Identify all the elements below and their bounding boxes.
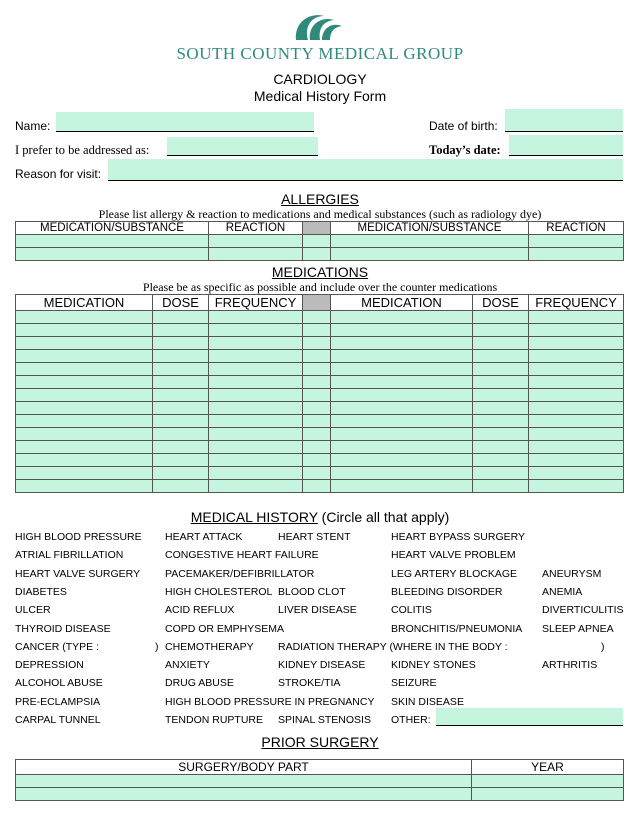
medication-cell[interactable] — [529, 337, 624, 350]
medication-cell[interactable] — [529, 389, 624, 402]
allergy-header-substance-2: MEDICATION/SUBSTANCE — [331, 222, 529, 235]
medication-cell[interactable] — [529, 467, 624, 480]
separator-cell — [303, 441, 331, 454]
medication-cell[interactable] — [153, 480, 209, 493]
year-cell[interactable] — [472, 775, 624, 788]
history-heading: MEDICAL HISTORY (Circle all that apply) — [190, 509, 450, 525]
history-item[interactable]: RADIATION THERAPY (WHERE IN THE BODY : — [278, 640, 508, 653]
surgery-heading: PRIOR SURGERY — [261, 734, 379, 750]
table-row — [16, 454, 624, 467]
medication-cell[interactable] — [153, 428, 209, 441]
separator-cell — [303, 324, 331, 337]
separator-cell — [303, 376, 331, 389]
history-paren: ) — [601, 640, 605, 653]
medications-table — [15, 294, 624, 493]
logo-text: SOUTH COUNTY MEDICAL GROUP — [176, 44, 464, 63]
medication-cell[interactable] — [331, 350, 473, 363]
history-item[interactable]: HIGH BLOOD PRESSURE IN PREGNANCY — [165, 695, 375, 708]
table-row — [16, 415, 624, 428]
history-item[interactable]: ANXIETY — [165, 659, 210, 672]
history-item[interactable]: SEIZURE — [391, 677, 437, 690]
history-item[interactable]: ANEURYSM — [542, 567, 602, 580]
medication-cell[interactable] — [331, 480, 473, 493]
medication-cell[interactable] — [529, 415, 624, 428]
medication-cell[interactable] — [331, 428, 473, 441]
medication-cell[interactable] — [331, 363, 473, 376]
medication-cell[interactable] — [473, 389, 529, 402]
medication-cell[interactable] — [153, 376, 209, 389]
medication-cell[interactable] — [16, 376, 153, 389]
history-item[interactable]: ATRIAL FIBRILLATION — [15, 549, 124, 562]
medication-cell[interactable] — [153, 324, 209, 337]
medication-cell[interactable] — [473, 363, 529, 376]
history-item[interactable]: CHEMOTHERAPY — [165, 640, 254, 653]
medication-cell[interactable] — [16, 441, 153, 454]
history-item[interactable]: SPINAL STENOSIS — [278, 714, 371, 726]
medication-cell[interactable] — [153, 415, 209, 428]
history-item[interactable]: ALCOHOL ABUSE — [15, 677, 103, 690]
separator-cell — [303, 311, 331, 324]
history-item[interactable]: SKIN DISEASE — [391, 695, 464, 708]
allergy-cell[interactable] — [209, 235, 303, 248]
med-header-medication-2: MEDICATION — [331, 295, 473, 311]
history-item[interactable]: THYROID DISEASE — [15, 622, 111, 635]
medication-cell[interactable] — [209, 324, 303, 337]
history-item[interactable]: ACID REFLUX — [165, 604, 235, 617]
medication-cell[interactable] — [209, 441, 303, 454]
med-header-frequency-2: FREQUENCY — [529, 295, 624, 311]
medication-cell[interactable] — [209, 467, 303, 480]
separator-cell — [303, 415, 331, 428]
medication-cell[interactable] — [473, 402, 529, 415]
medication-cell[interactable] — [209, 337, 303, 350]
allergy-cell[interactable] — [16, 248, 209, 261]
medication-cell[interactable] — [209, 454, 303, 467]
name-field[interactable] — [56, 112, 314, 132]
medication-cell[interactable] — [153, 350, 209, 363]
history-item[interactable]: TENDON RUPTURE — [165, 714, 264, 726]
medication-cell[interactable] — [473, 311, 529, 324]
department-title: CARDIOLOGY — [273, 71, 367, 87]
allergy-cell[interactable] — [16, 235, 209, 248]
medication-cell[interactable] — [473, 467, 529, 480]
allergy-cell[interactable] — [529, 235, 624, 248]
history-item[interactable]: DRUG ABUSE — [165, 677, 234, 690]
medication-cell[interactable] — [209, 350, 303, 363]
medication-cell[interactable] — [331, 337, 473, 350]
medication-cell[interactable] — [16, 389, 153, 402]
medication-cell[interactable] — [16, 428, 153, 441]
medication-cell[interactable] — [473, 324, 529, 337]
allergies-table — [15, 221, 624, 261]
medication-cell[interactable] — [331, 311, 473, 324]
history-item[interactable]: HEART VALVE SURGERY — [15, 567, 141, 580]
surgery-table — [15, 759, 624, 801]
today-date-field[interactable] — [509, 135, 623, 156]
history-item[interactable]: COLITIS — [391, 604, 432, 617]
prefer-field[interactable] — [167, 137, 318, 156]
separator-cell — [303, 350, 331, 363]
medication-cell[interactable] — [209, 376, 303, 389]
other-field[interactable] — [436, 708, 623, 726]
medication-cell[interactable] — [16, 467, 153, 480]
history-item[interactable]: ULCER — [15, 604, 51, 617]
medication-cell[interactable] — [473, 337, 529, 350]
table-row — [16, 235, 624, 248]
medication-cell[interactable] — [16, 480, 153, 493]
allergy-header-reaction-2: REACTION — [529, 222, 624, 235]
medication-cell[interactable] — [209, 389, 303, 402]
medication-cell[interactable] — [473, 415, 529, 428]
medication-cell[interactable] — [529, 402, 624, 415]
table-row — [16, 389, 624, 402]
medication-cell[interactable] — [331, 415, 473, 428]
table-row — [16, 363, 624, 376]
allergy-separator — [303, 222, 331, 235]
history-item[interactable]: COPD OR EMPHYSEMA — [165, 622, 285, 635]
medication-cell[interactable] — [209, 402, 303, 415]
allergy-cell[interactable] — [331, 235, 529, 248]
separator-cell — [303, 467, 331, 480]
table-row — [16, 467, 624, 480]
medication-cell[interactable] — [331, 441, 473, 454]
table-row — [16, 350, 624, 363]
medication-cell[interactable] — [16, 324, 153, 337]
history-item[interactable]: LEG ARTERY BLOCKAGE — [391, 567, 518, 580]
logo-icon — [288, 10, 350, 42]
table-row — [16, 788, 624, 801]
medication-cell[interactable] — [16, 402, 153, 415]
medication-cell[interactable] — [153, 337, 209, 350]
history-item[interactable]: SLEEP APNEA — [542, 622, 614, 635]
history-item[interactable]: CONGESTIVE HEART FAILURE — [165, 549, 319, 562]
medication-cell[interactable] — [153, 441, 209, 454]
medication-cell[interactable] — [209, 480, 303, 493]
history-item[interactable]: PACEMAKER/DEFIBRILLATOR — [165, 567, 315, 580]
medication-cell[interactable] — [16, 311, 153, 324]
medication-cell[interactable] — [529, 441, 624, 454]
medication-cell[interactable] — [473, 376, 529, 389]
separator-cell — [303, 480, 331, 493]
med-header-dose: DOSE — [153, 295, 209, 311]
medication-cell[interactable] — [331, 467, 473, 480]
medication-cell[interactable] — [529, 350, 624, 363]
medication-cell[interactable] — [473, 441, 529, 454]
history-item[interactable]: HEART VALVE PROBLEM — [391, 549, 516, 562]
medication-cell[interactable] — [473, 350, 529, 363]
medication-cell[interactable] — [473, 454, 529, 467]
history-item[interactable]: ANEMIA — [542, 585, 583, 598]
table-row — [16, 775, 624, 788]
history-item[interactable]: DIABETES — [15, 585, 67, 598]
history-item[interactable]: CARPAL TUNNEL — [15, 714, 101, 726]
reason-label: Reason for visit: — [15, 167, 102, 181]
separator-cell — [303, 402, 331, 415]
surgery-cell[interactable] — [16, 788, 472, 801]
separator-cell — [303, 363, 331, 376]
table-row — [16, 402, 624, 415]
medication-cell[interactable] — [529, 311, 624, 324]
med-header-frequency: FREQUENCY — [209, 295, 303, 311]
medication-cell[interactable] — [209, 311, 303, 324]
medication-cell[interactable] — [529, 454, 624, 467]
history-item[interactable]: ARTHRITIS — [542, 659, 598, 672]
med-header-dose-2: DOSE — [473, 295, 529, 311]
medication-cell[interactable] — [529, 480, 624, 493]
year-cell[interactable] — [472, 788, 624, 801]
separator-cell — [303, 454, 331, 467]
prefer-label: I prefer to be addressed as: — [15, 143, 150, 157]
medication-cell[interactable] — [331, 389, 473, 402]
medications-heading: MEDICATIONS — [271, 264, 369, 280]
medication-cell[interactable] — [331, 402, 473, 415]
medication-cell[interactable] — [16, 363, 153, 376]
history-item[interactable]: STROKE/TIA — [278, 677, 341, 690]
medication-cell[interactable] — [529, 363, 624, 376]
table-row — [16, 311, 624, 324]
table-row — [16, 324, 624, 337]
medication-cell[interactable] — [529, 324, 624, 337]
history-item[interactable]: HEART STENT — [278, 531, 351, 543]
surgery-header-part: SURGERY/BODY PART — [16, 760, 472, 775]
history-item[interactable]: CANCER (TYPE : — [15, 640, 100, 653]
history-item[interactable]: PRE-ECLAMPSIA — [15, 695, 101, 708]
medication-cell[interactable] — [16, 350, 153, 363]
separator-cell — [303, 428, 331, 441]
allergies-heading: ALLERGIES — [281, 191, 359, 207]
table-row — [16, 337, 624, 350]
medication-cell[interactable] — [153, 311, 209, 324]
allergy-header-reaction: REACTION — [209, 222, 303, 235]
history-item[interactable]: LIVER DISEASE — [278, 604, 357, 617]
today-date-label: Today’s date: — [429, 143, 501, 157]
medication-cell[interactable] — [473, 428, 529, 441]
table-row — [16, 428, 624, 441]
separator-cell — [303, 248, 331, 261]
name-label: Name: — [15, 119, 51, 133]
allergy-header-substance: MEDICATION/SUBSTANCE — [16, 222, 209, 235]
medication-cell[interactable] — [331, 454, 473, 467]
history-item[interactable]: OTHER: — [391, 714, 431, 726]
allergy-cell[interactable] — [209, 248, 303, 261]
form-title: Medical History Form — [253, 88, 387, 104]
history-item[interactable]: DEPRESSION — [15, 659, 84, 672]
reason-field[interactable] — [108, 159, 623, 181]
history-item[interactable]: HIGH BLOOD PRESSURE — [15, 531, 142, 543]
medication-cell[interactable] — [153, 363, 209, 376]
medication-cell[interactable] — [16, 454, 153, 467]
medication-cell[interactable] — [153, 467, 209, 480]
history-item[interactable]: BRONCHITIS/PNEUMONIA — [391, 622, 523, 635]
medication-cell[interactable] — [16, 415, 153, 428]
surgery-cell[interactable] — [16, 775, 472, 788]
dob-field[interactable] — [505, 109, 623, 132]
history-item[interactable]: KIDNEY DISEASE — [278, 659, 366, 672]
table-row — [16, 376, 624, 389]
medication-cell[interactable] — [209, 415, 303, 428]
history-item[interactable]: BLOOD CLOT — [278, 585, 346, 598]
history-item[interactable]: DIVERTICULITIS — [542, 604, 624, 617]
medication-cell[interactable] — [153, 402, 209, 415]
separator-cell — [303, 235, 331, 248]
allergy-cell[interactable] — [331, 248, 529, 261]
history-item[interactable]: KIDNEY STONES — [391, 659, 476, 672]
medication-cell[interactable] — [16, 337, 153, 350]
med-separator — [303, 295, 331, 311]
medication-cell[interactable] — [153, 454, 209, 467]
history-item[interactable]: HEART BYPASS SURGERY — [391, 531, 526, 543]
table-row — [16, 441, 624, 454]
table-row — [16, 248, 624, 261]
table-row — [16, 480, 624, 493]
medication-cell[interactable] — [331, 324, 473, 337]
medication-cell[interactable] — [529, 428, 624, 441]
dob-label: Date of birth: — [429, 119, 498, 133]
medications-note: Please be as specific as possible and include over the counter medications — [142, 280, 498, 294]
medication-cell[interactable] — [209, 428, 303, 441]
allergy-cell[interactable] — [529, 248, 624, 261]
medication-cell[interactable] — [529, 376, 624, 389]
medication-cell[interactable] — [209, 363, 303, 376]
allergies-note: Please list allergy & reaction to medications and medical substances (such as radiology dye) — [98, 207, 542, 221]
medication-cell[interactable] — [331, 376, 473, 389]
surgery-header-year: YEAR — [472, 760, 624, 775]
separator-cell — [303, 337, 331, 350]
medication-cell[interactable] — [473, 480, 529, 493]
medication-cell[interactable] — [153, 389, 209, 402]
history-item[interactable]: BLEEDING DISORDER — [391, 585, 503, 598]
med-header-medication: MEDICATION — [16, 295, 153, 311]
history-paren: ) — [155, 640, 159, 653]
history-item[interactable]: HIGH CHOLESTEROL — [165, 585, 273, 598]
history-item[interactable]: HEART ATTACK — [165, 531, 243, 543]
separator-cell — [303, 389, 331, 402]
